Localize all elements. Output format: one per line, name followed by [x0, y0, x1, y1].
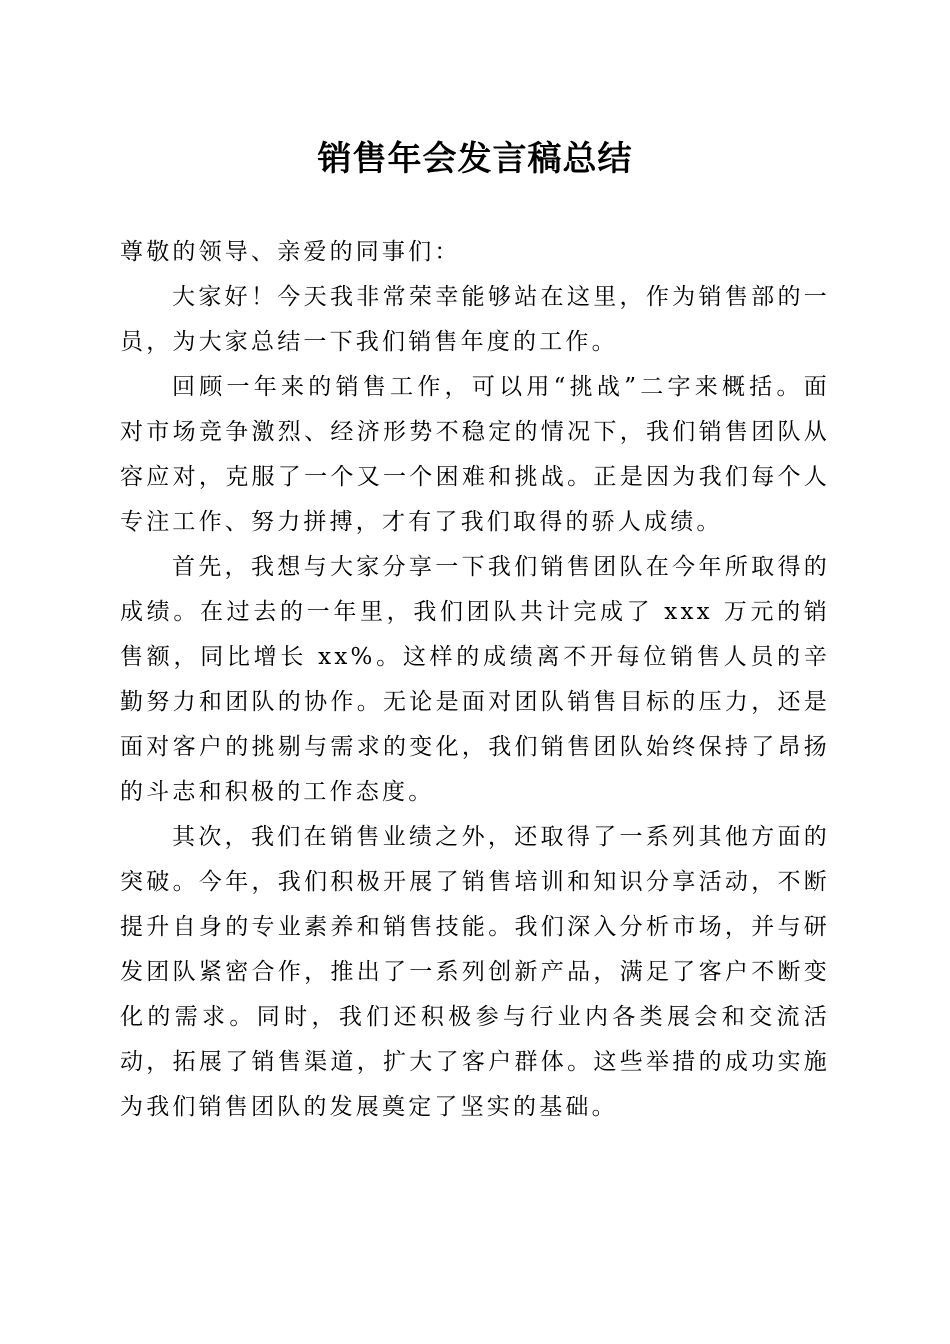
paragraph-breakthroughs: 其次，我们在销售业绩之外，还取得了一系列其他方面的突破。今年，我们积极开展了销售培训和知识分享活动，不断提升自身的专业素养和销售技能。我们深入分析市场，并与研发团队紧密合作，推出了一系列创新产品，满足了客户不断变化的需求。同时，我们还积极参与行业内各类展会和交流活动，拓展了销售渠道，扩大了客户群体。这些举措的成功实施为我们销售团队的发展奠定了坚实的基础。	[120, 824, 830, 1120]
paragraph-greeting: 大家好！今天我非常荣幸能够站在这里，作为销售部的一员，为大家总结一下我们销售年度的工作。	[120, 284, 830, 355]
document-body	[120, 230, 830, 1130]
page-title: 销售年会发言稿总结	[317, 139, 633, 179]
paragraph-achievements: 首先，我想与大家分享一下我们销售团队在今年所取得的成绩。在过去的一年里，我们团队共计完成了 xxx 万元的销售额，同比增长 xx%。这样的成绩离不开每位销售人员的辛勤努力和团队的协作。无论是面对团队销售目标的压力，还是面对客户的挑剔与需求的变化，我们销售团队始终保持了昂扬的斗志和积极的工作态度。	[120, 554, 830, 805]
salutation: 尊敬的领导、亲爱的同事们：	[120, 239, 461, 265]
paragraph-review: 回顾一年来的销售工作，可以用“挑战”二字来概括。面对市场竞争激烈、经济形势不稳定的情况下，我们销售团队从容应对，克服了一个又一个困难和挑战。正是因为我们每个人专注工作、努力拼搏，才有了我们取得的骄人成绩。	[120, 374, 830, 535]
